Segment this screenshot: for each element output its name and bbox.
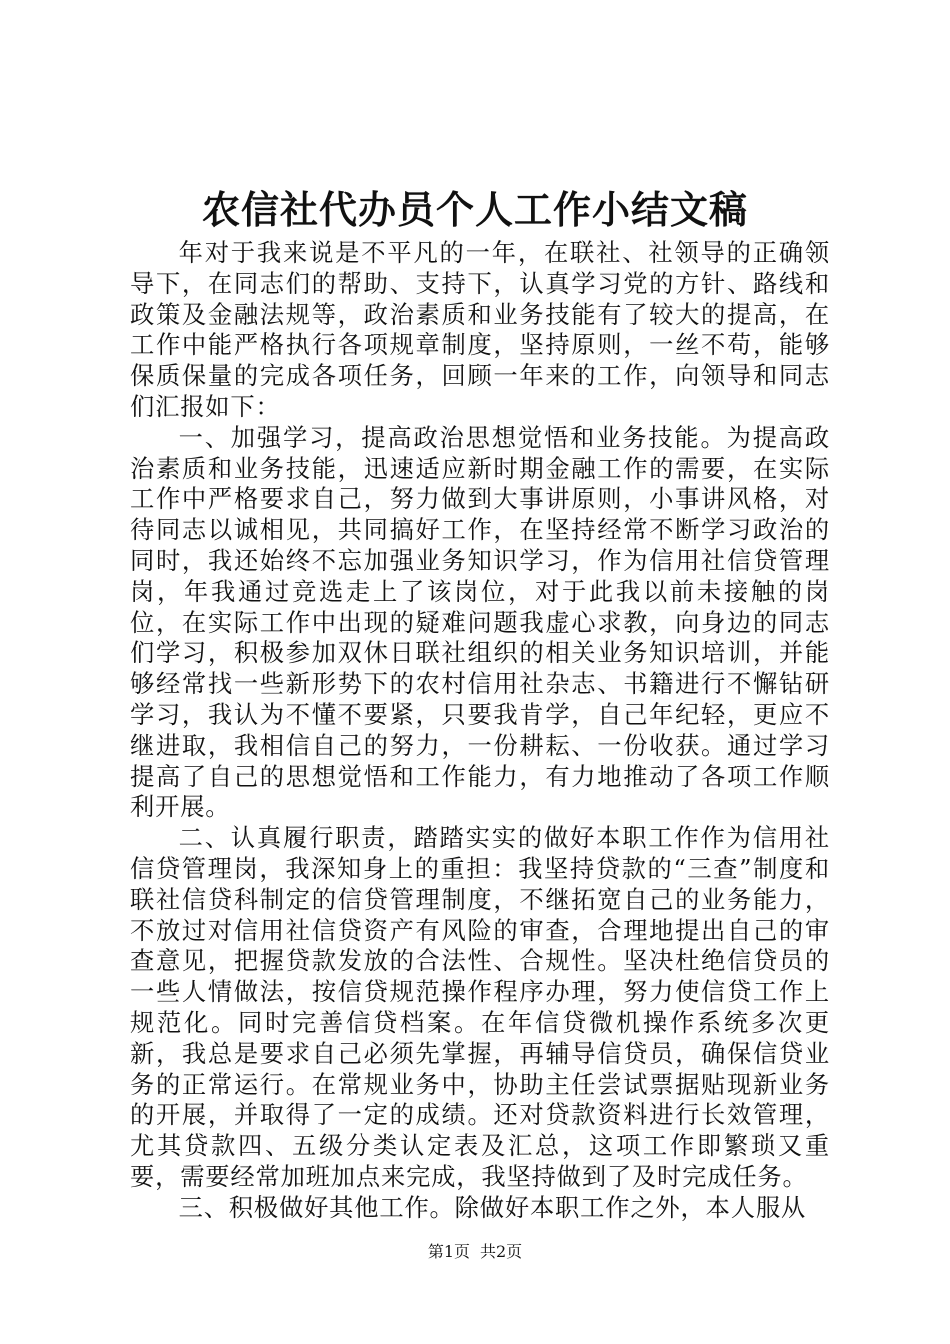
paragraph-section-3: 三、积极做好其他工作。除做好本职工作之外，本人服从 <box>178 1192 807 1222</box>
paragraph-intro: 年对于我来说是不平凡的一年，在联社、社领导的正确领导下，在同志们的帮助、支持下，认真学习党的方针、路线和政策及金融法规等，政治素质和业务技能有了较大的提高，在工作中能严格执行各项规章制度，坚持原则，一丝不苟，能够保质保量的完成各项任务，回顾一年来的工作，向领导和同志们汇报如下： <box>130 238 830 421</box>
document-title: 农信社代办员个人工作小结文稿 <box>201 187 748 232</box>
document-body <box>130 238 830 1224</box>
page-footer <box>0 1242 950 1262</box>
paragraph-section-2: 二、认真履行职责，踏踏实实的做好本职工作作为信用社信贷管理岗，我深知身上的重担：我坚持贷款的“三查”制度和联社信贷科制定的信贷管理制度，不继拓宽自己的业务能力，不放过对信用社信贷资产有风险的审查，合理地提出自己的审查意见，把握贷款发放的合法性、合规性。坚决杜绝信贷员的一些人情做法，按信贷规范操作程序办理，努力使信贷工作上规范化。同时完善信贷档案。在年信贷微机操作系统多次更新，我总是要求自己必须先掌握，再辅导信贷员，确保信贷业务的正常运行。在常规业务中，协助主任尝试票据贴现新业务的开展，并取得了一定的成绩。还对贷款资料进行长效管理，尤其贷款四、五级分类认定表及汇总，这项工作即繁琐又重要，需要经常加班加点来完成，我坚持做到了及时完成任务。 <box>130 823 830 1191</box>
page-total: 共2页 <box>480 1242 523 1261</box>
paragraph-section-1: 一、加强学习，提高政治思想觉悟和业务技能。为提高政治素质和业务技能，迅速适应新时期金融工作的需要，在实际工作中严格要求自己，努力做到大事讲原则，小事讲风格，对待同志以诚相见，共同搞好工作，在坚持经常不断学习政治的同时，我还始终不忘加强业务知识学习，作为信用社信贷管理岗，年我通过竞选走上了该岗位，对于此我以前未接触的岗位，在实际工作中出现的疑难问题我虚心求教，向身边的同志们学习，积极参加双休日联社组织的相关业务知识培训，并能够经常找一些新形势下的农村信用社杂志、书籍进行不懈钻研学习，我认为不懂不要紧，只要我肯学，自己年纪轻，更应不继进取，我相信自己的努力，一份耕耘、一份收获。通过学习提高了自己的思想觉悟和工作能力，有力地推动了各项工作顺利开展。 <box>130 422 830 822</box>
page-number: 第1页 <box>427 1242 470 1261</box>
